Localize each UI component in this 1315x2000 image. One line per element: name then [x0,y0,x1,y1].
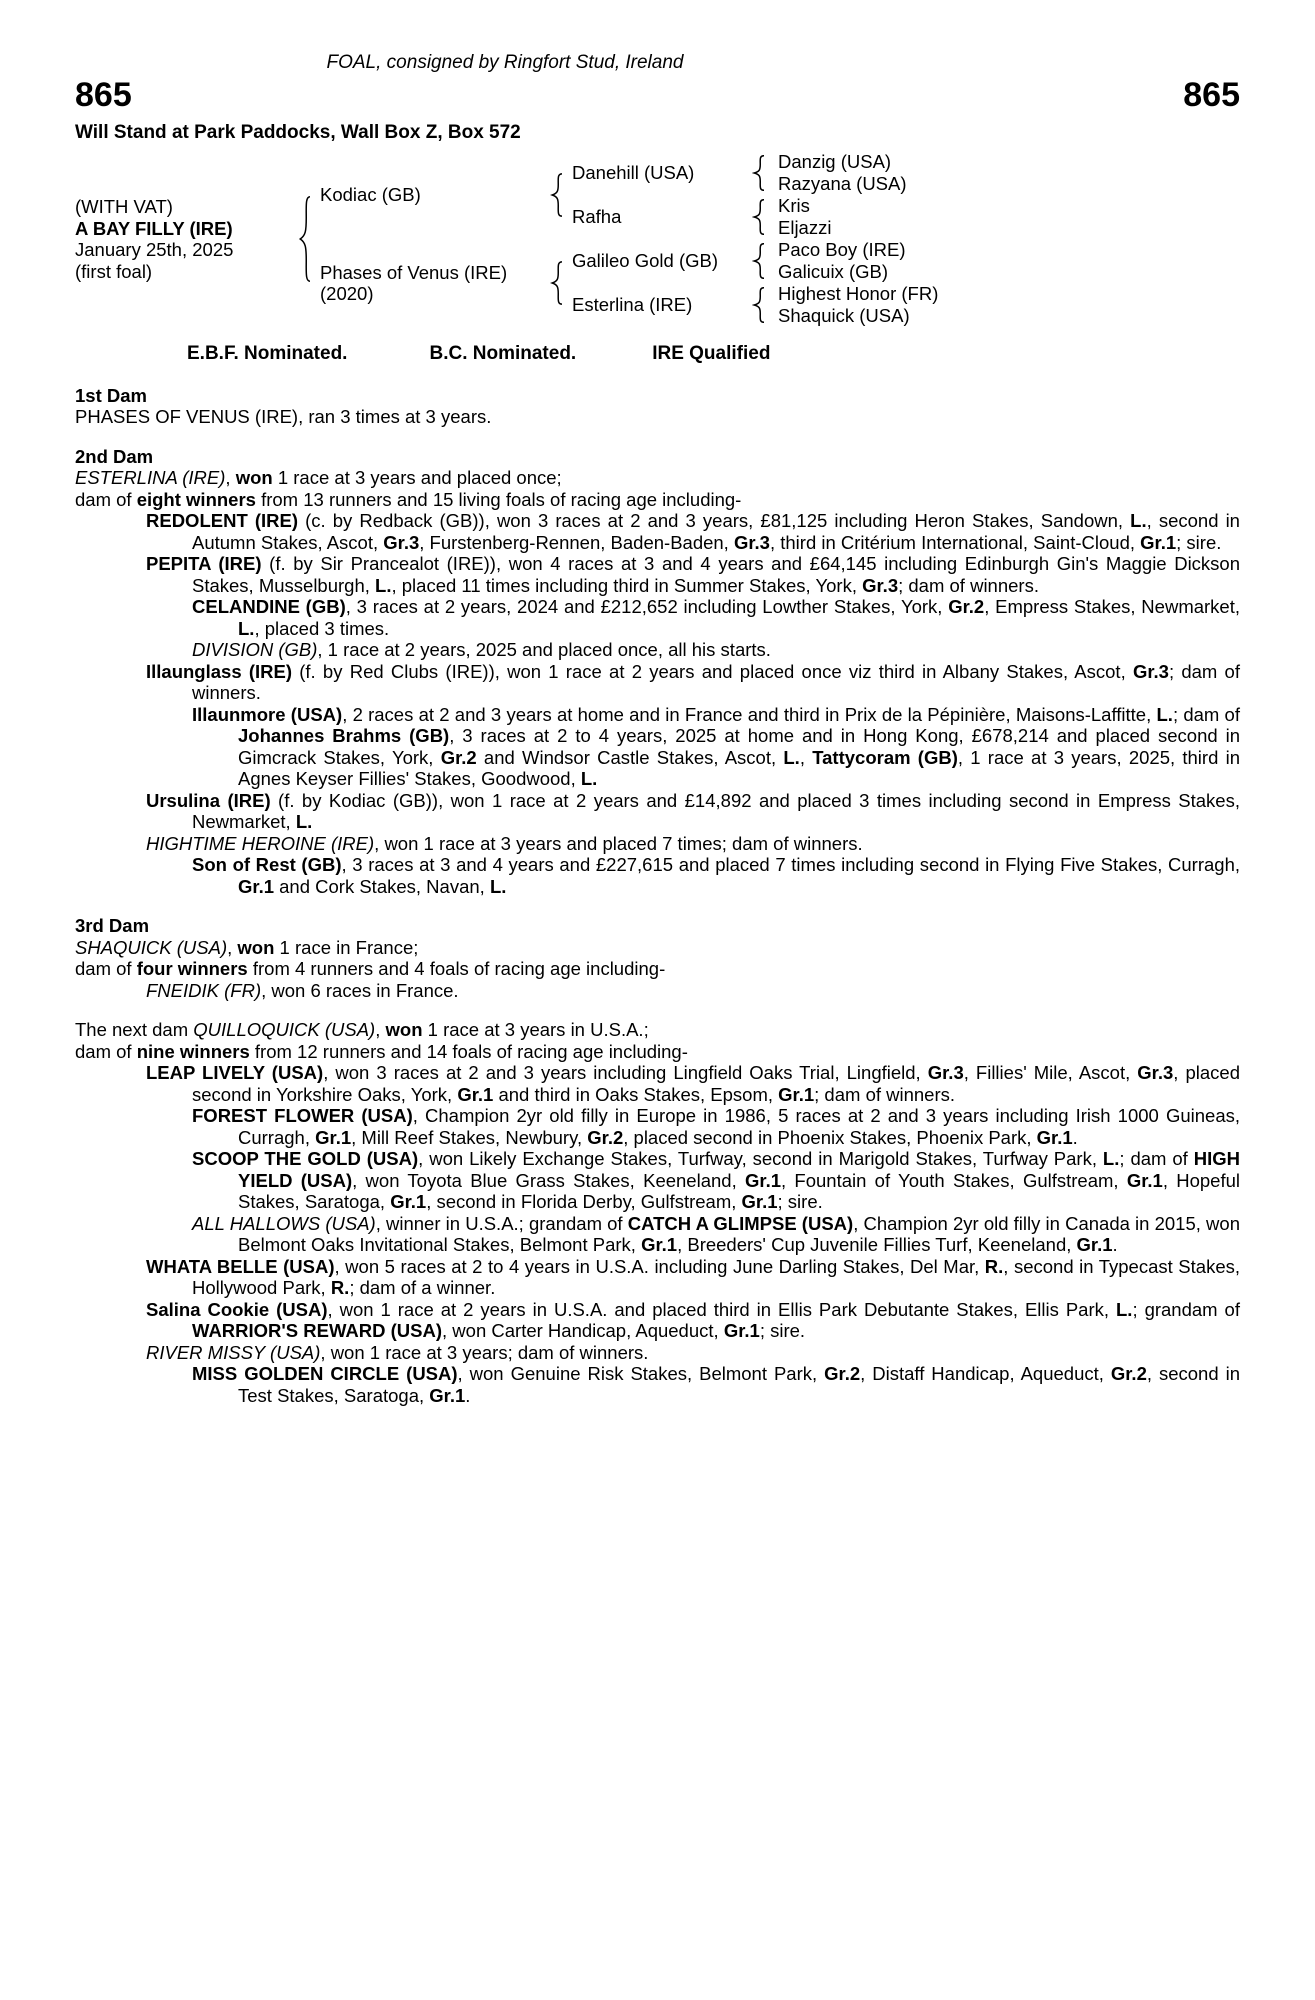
text-run: , won Genuine Risk Stakes, Belmont Park, [457,1363,825,1384]
sire-cell [320,151,542,239]
emphasized-text-run: L. [295,811,313,832]
spacer [75,897,1240,915]
text-run: , placed 3 times. [254,617,390,639]
text-run: and third in Oaks Stakes, Epsom, [493,1083,779,1105]
text-run: , placed second in Yorkshire Oaks, York, [192,1062,1240,1105]
emphasized-text-run: Ursulina (IRE) [146,789,271,811]
shaquick-produce-line [75,958,1240,980]
entry-salina-cookie [75,1299,1240,1342]
shaquick-line [75,937,1240,959]
ancestor-name: Danzig (USA) [778,151,892,173]
dam-sire-cell [572,239,740,283]
emphasized-text-run: L. [783,746,800,768]
emphasized-text-run: Illaunmore (USA) [192,703,343,725]
text-run: (f. by Kodiac (GB)), won 1 race at 2 years and £14,892 and placed 3 times including second in Empress Stakes, Newmarket, [192,789,1240,832]
emphasized-text-run: REDOLENT (IRE) [146,510,299,531]
pedigree-brace-icon [740,195,778,239]
emphasized-text-run: DIVISION (GB) [192,639,318,660]
text-run: (c. by Redback (GB)), won 3 races at 2 and 3 years, £81,125 including Heron Stakes, Sandown, [298,510,1131,531]
text-run: , 3 races at 3 and 4 years and £227,615 and placed 7 times including second in Flying Five Stakes, Curragh, [341,854,1240,875]
next-dam-line [75,1019,1240,1041]
text-run: , [375,1019,386,1040]
emphasized-text-run: Gr.1 [390,1191,427,1212]
entry-redolent [75,510,1240,553]
entry-pepita [75,553,1240,596]
emphasized-text-run: Gr.3 [927,1062,964,1083]
emphasized-text-run: Gr.1 [1076,1234,1113,1255]
esterlina-produce-line [75,489,1240,511]
emphasized-text-run: won [235,467,273,488]
text-run: , won 6 races in France. [261,979,459,1001]
emphasized-text-run: Salina Cookie (USA) [146,1298,328,1320]
text-run: ; sire. [759,1320,806,1341]
emphasized-text-run: Gr.1 [741,1191,778,1212]
emphasized-text-run: Gr.1 [238,875,274,897]
text-run: , placed second in Phoenix Stakes, Phoenix Park, [623,1126,1037,1148]
pedigree-brace-icon [542,173,572,217]
emphasized-text-run: HIGHTIME HEROINE (IRE) [146,832,375,854]
text-run: , [799,746,813,768]
dam-dam-cell [572,283,740,327]
text-run: and Windsor Castle Stakes, Ascot, [476,746,784,768]
text-run: (f. by Sir Prancealot (IRE)), won 4 races at 3 and 4 years and £64,145 including Edinburgh Gin's Maggie Dickson Stakes, Musselburgh, [192,553,1241,596]
ancestor-name: Razyana (USA) [778,173,907,195]
text-run: , won Carter Handicap, Aqueduct, [442,1320,724,1341]
emphasized-text-run: Gr.1 [778,1083,815,1105]
text-run: PHASES OF VENUS (IRE), ran 3 times at 3 years. [75,406,492,427]
sire-dam-cell [572,195,740,239]
emphasized-text-run: won [237,936,275,958]
entry-ursulina [75,790,1240,833]
ancestor-name: Highest Honor (FR) [778,283,939,305]
dam-sire-name: Galileo Gold (GB) [572,250,718,272]
emphasized-text-run: HIGH YIELD (USA) [238,1148,1240,1191]
text-run: , won Toyota Blue Grass Stakes, Keeneland, [352,1169,745,1191]
text-run: from 12 runners and 14 foals of racing age including- [249,1040,688,1062]
entry-illaunglass [75,661,1240,704]
entry-miss-golden-circle [75,1363,1240,1406]
text-run: 1 race in France; [274,936,419,958]
text-run: , won 1 race at 3 years; dam of winners. [320,1341,649,1363]
text-run: , won 1 race at 3 years and placed 7 times; dam of winners. [374,832,863,854]
entry-celandine [75,596,1240,639]
emphasized-text-run: L. [375,574,392,596]
nominations-row [75,343,1240,365]
sire-sire-cell [572,151,740,195]
sire-name: Kodiac (GB) [320,184,421,206]
ancestor-name: Galicuix (GB) [778,261,888,283]
emphasized-text-run: Johannes Brahms (GB) [238,725,450,746]
emphasized-text-run: Gr.1 [723,1320,760,1341]
bc-nominated-label: B.C. Nominated. [429,343,577,364]
emphasized-text-run: SHAQUICK (USA) [75,936,228,958]
emphasized-text-run: Gr.2 [440,746,477,768]
emphasized-text-run: Son of Rest (GB) [192,854,342,875]
entry-river-missy [75,1342,1240,1364]
emphasized-text-run: Illaunglass (IRE) [146,660,293,682]
emphasized-text-run: RIVER MISSY (USA) [146,1341,321,1363]
text-run: , Distaff Handicap, Aqueduct, [860,1363,1111,1384]
ancestor-name: Paco Boy (IRE) [778,239,906,261]
text-run: ; grandam of [1132,1298,1240,1320]
entry-illaunmore [75,704,1240,790]
text-run: , second in Florida Derby, Gulfstream, [426,1191,742,1212]
emphasized-text-run: WARRIOR'S REWARD (USA) [192,1320,443,1341]
ire-qualified-label: IRE Qualified [652,343,771,364]
text-run: , Champion 2yr old filly in Canada in 2015, won Belmont Oaks Invitational Stakes, Belmont Park, [238,1212,1240,1255]
quilloquick-produce-line [75,1041,1240,1063]
emphasized-text-run: FOREST FLOWER (USA) [192,1105,413,1126]
text-run: ; dam of winners. [898,574,1039,596]
text-run: , second in Autumn Stakes, Ascot, [192,510,1240,553]
text-run: , Fillies' Mile, Ascot, [963,1062,1138,1083]
text-run: The next dam [75,1019,194,1040]
dam-heading: 3rd Dam [75,915,150,936]
lot-number-right: 865 [1183,75,1240,114]
ancestor-name: Shaquick (USA) [778,305,910,327]
entry-forest-flower [75,1105,1240,1148]
text-run: 1 race at 3 years in U.S.A.; [422,1019,649,1040]
text-run: , 1 race at 3 years, 2025, third in Agnes Keyser Fillies' Stakes, Goodwood, [238,746,1241,789]
ancestor-name: Kris [778,195,810,217]
emphasized-text-run: L. [1102,1148,1120,1169]
spacer [75,1001,1240,1019]
emphasized-text-run: Gr.1 [745,1169,781,1191]
text-run: from 4 runners and 4 foals of racing age including- [247,958,666,979]
text-run: , winner in U.S.A.; grandam of [375,1212,628,1234]
pedigree-brace-icon [290,195,320,283]
text-run: dam of [75,488,137,510]
text-run: . [465,1384,471,1406]
pedigree-brace-icon [740,239,778,283]
foal-note: (first foal) [75,260,153,282]
text-run: , Empress Stakes, Newmarket, [984,596,1240,617]
emphasized-text-run: R. [984,1255,1004,1277]
esterlina-line [75,467,1240,489]
emphasized-text-run: eight winners [136,488,256,510]
text-run: , Fountain of Youth Stakes, Gulfstream, [781,1169,1127,1191]
text-run: ; dam of a winner. [349,1277,496,1298]
text-run: , 1 race at 2 years, 2025 and placed once, all his starts. [317,639,771,660]
entry-division [75,639,1240,661]
emphasized-text-run: MISS GOLDEN CIRCLE (USA) [192,1363,458,1384]
text-run: dam of [75,1040,137,1062]
emphasized-text-run: Tattycoram (GB) [812,746,958,768]
pedigree-chart [75,151,1240,327]
emphasized-text-run: Gr.1 [1126,1169,1163,1191]
emphasized-text-run: ESTERLINA (IRE) [75,467,226,488]
emphasized-text-run: R. [330,1277,350,1298]
emphasized-text-run: L. [1156,703,1173,725]
text-run: , 2 races at 2 and 3 years at home and in France and third in Prix de la Pépinière, Maisons-Laffitte, [342,703,1157,725]
ebf-nominated-label: E.B.F. Nominated. [187,343,348,364]
text-run: ; dam of [1172,703,1240,725]
lot-number-row [75,76,1240,114]
dam-heading: 2nd Dam [75,445,154,467]
text-run: dam of [75,958,137,979]
text-run: , 3 races at 2 years, 2024 and £212,652 including Lowther Stakes, York, [345,596,949,617]
text-run: and Cork Stakes, Navan, [274,875,490,897]
emphasized-text-run: Gr.3 [1132,660,1169,682]
emphasized-text-run: L. [1116,1298,1133,1320]
foal-dob: January 25th, 2025 [75,239,234,260]
emphasized-text-run: FNEIDIK (FR) [146,979,262,1001]
entry-hightime-heroine [75,833,1240,855]
emphasized-text-run: PEPITA (IRE) [146,553,262,574]
text-run: , Furstenberg-Rennen, Baden-Baden, [419,531,734,553]
emphasized-text-run: four winners [136,958,248,979]
entry-son-of-rest [75,854,1240,897]
text-run: , won 3 races at 2 and 3 years including Lingfield Oaks Trial, Lingfield, [323,1062,928,1083]
emphasized-text-run: Gr.1 [315,1126,352,1148]
stand-location: Will Stand at Park Paddocks, Wall Box Z, Box 572 [75,121,521,143]
text-run: , Mill Reef Stakes, Newbury, [351,1126,588,1148]
dam-dam-name: Esterlina (IRE) [572,294,693,316]
text-run: , won 1 race at 2 years in U.S.A. and placed third in Ellis Park Debutante Stakes, Ellis Park, [327,1298,1116,1320]
emphasized-text-run: LEAP LIVELY (USA) [146,1062,324,1083]
emphasized-text-run: Gr.1 [641,1234,678,1255]
text-run: from 13 runners and 15 living foals of racing age including- [255,488,742,510]
emphasized-text-run: ALL HALLOWS (USA) [192,1212,376,1234]
emphasized-text-run: won [385,1019,423,1040]
pedigree-brace-icon [740,151,778,195]
dam-cell [320,239,542,327]
text-run: ; sire. [777,1191,823,1212]
text-run: , second in Test Stakes, Saratoga, [238,1363,1241,1406]
emphasized-text-run: Gr.2 [948,596,985,617]
sire-sire-name: Danehill (USA) [572,162,695,184]
emphasized-text-run: Gr.2 [1110,1363,1147,1384]
text-run: , won 5 races at 2 to 4 years in U.S.A. including June Darling Stakes, Del Mar, [334,1255,985,1277]
emphasized-text-run: L. [238,617,255,639]
emphasized-text-run: Gr.1 [457,1083,494,1105]
emphasized-text-run: QUILLOQUICK (USA) [193,1019,376,1040]
emphasized-text-run: nine winners [136,1040,250,1062]
pedigree-brace-icon [740,283,778,327]
emphasized-text-run: WHATA BELLE (USA) [146,1255,335,1277]
emphasized-text-run: CATCH A GLIMPSE (USA) [627,1212,854,1234]
text-run: , [227,936,238,958]
emphasized-text-run: L. [580,768,598,789]
text-run: (f. by Red Clubs (IRE)), won 1 race at 2 years and placed once viz third in Albany Stakes, Ascot, [292,660,1133,682]
text-run: ; dam of [1119,1148,1194,1169]
text-run: , Hopeful Stakes, Saratoga, [238,1169,1241,1212]
emphasized-text-run: Gr.3 [733,531,770,553]
entry-scoop-the-gold [75,1148,1240,1213]
text-run: , 3 races at 2 to 4 years, 2025 at home and in Hong Kong, £678,214 and placed second in Gimcrack Stakes, York, [238,725,1240,768]
emphasized-text-run: Gr.1 [1036,1126,1073,1148]
pedigree-text-body [75,385,1240,1407]
consignor-line: FOAL, consigned by Ringfort Stud, Ireland [326,52,684,73]
lot-number-left: 865 [75,75,132,114]
emphasized-text-run: Gr.3 [383,531,420,553]
pedigree-brace-icon [542,261,572,305]
entry-all-hallows [75,1213,1240,1256]
text-run: , Breeders' Cup Juvenile Fillies Turf, Keeneland, [677,1234,1077,1255]
text-run: ; sire. [1176,531,1222,553]
foal-info [75,151,290,327]
text-run: , won Likely Exchange Stakes, Turfway, second in Marigold Stakes, Turfway Park, [418,1148,1103,1169]
phases-of-venus-line [75,406,1240,428]
emphasized-text-run: SCOOP THE GOLD (USA) [192,1148,419,1169]
entry-fneidik [75,980,1240,1002]
text-run: , second in Typecast Stakes, Hollywood Park, [192,1255,1241,1298]
emphasized-text-run: L. [489,875,507,897]
vat-note: (WITH VAT) [75,196,173,217]
emphasized-text-run: L. [1130,510,1147,531]
text-run: . [1072,1126,1078,1148]
ancestor-name: Eljazzi [778,217,832,239]
emphasized-text-run: Gr.2 [587,1126,624,1148]
emphasized-text-run: Gr.3 [1137,1062,1174,1083]
foal-name: A BAY FILLY (IRE) [75,217,233,239]
emphasized-text-run: CELANDINE (GB) [192,596,346,617]
sire-dam-name: Rafha [572,206,622,228]
emphasized-text-run: Gr.1 [1140,531,1177,553]
text-run: , third in Critérium International, Saint-Cloud, [769,531,1141,553]
text-run: , Champion 2yr old filly in Europe in 1986, 5 races at 2 and 3 years including Irish 1000 Guineas, Curragh, [238,1105,1240,1148]
dam-name: Phases of Venus (IRE) [320,261,508,283]
text-run: ; dam of winners. [192,660,1240,703]
dam-heading: 1st Dam [75,384,147,406]
emphasized-text-run: Gr.2 [824,1363,861,1384]
entry-leap-lively [75,1062,1240,1105]
text-run: 1 race at 3 years and placed once; [272,467,562,488]
spacer [75,428,1240,446]
text-run: , [225,467,236,488]
text-run: ; dam of winners. [814,1083,956,1105]
entry-whata-belle [75,1256,1240,1299]
text-run: . [1112,1234,1118,1255]
text-run: , placed 11 times including third in Summer Stakes, York, [391,574,863,596]
emphasized-text-run: Gr.3 [862,574,899,596]
dam-year: (2020) [320,283,374,304]
emphasized-text-run: Gr.1 [429,1384,466,1406]
